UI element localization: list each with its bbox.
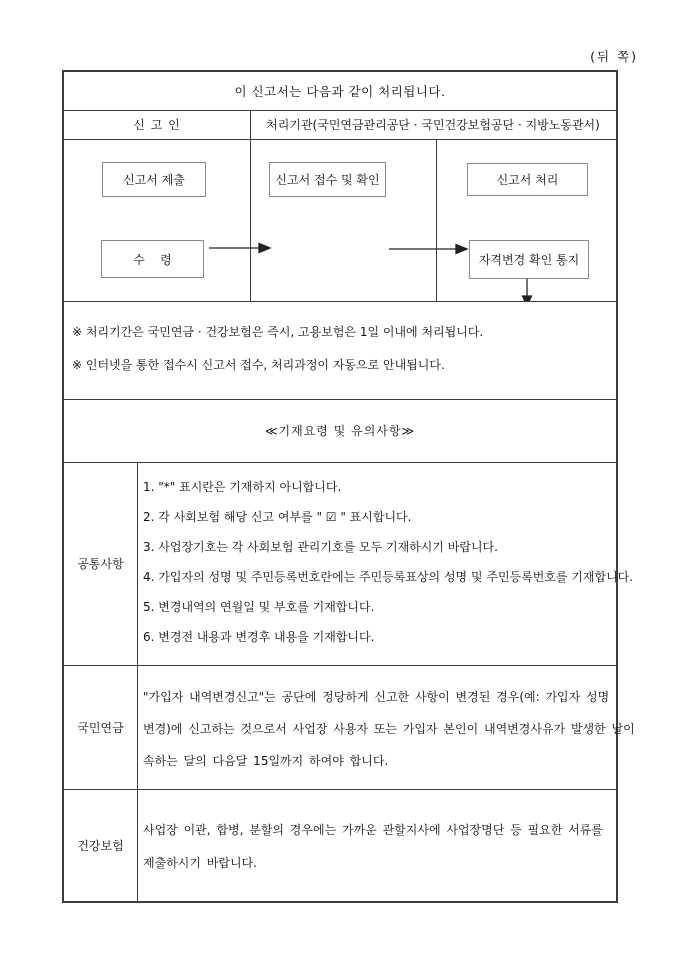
- processing-table: [62, 70, 635, 903]
- common-instruction-line: 5. 변경내역의 연월일 및 부호를 기재합니다.: [143, 600, 375, 614]
- agency-header-cell: 처리기관(국민연금관리공단 · 국민건강보험공단 · 지방노동관서): [266, 118, 600, 132]
- section-body-pension: [143, 681, 635, 777]
- common-instruction-line: 3. 사업장기호는 각 사회보험 관리기호를 모두 기재하시기 바랍니다.: [143, 540, 498, 554]
- common-instruction-line: 1. "*" 표시란은 기재하지 아니합니다.: [143, 480, 342, 494]
- processing-title: 이 신고서는 다음과 같이 처리됩니다.: [234, 84, 446, 99]
- health-instruction-line: 사업장 이관, 합병, 분할의 경우에는 가까운 관할지사에 사업장명단 등 필요한 서류를: [143, 823, 603, 837]
- section-body-health: [143, 814, 614, 880]
- section-label-common: 공통사항: [77, 557, 124, 571]
- section-label-pension: 국민연금: [77, 720, 124, 735]
- table-divider: [137, 462, 138, 901]
- section-body-common: [143, 472, 634, 652]
- arrow-right-icon: [456, 245, 467, 254]
- guide-title: ≪기재요령 및 유의사항≫: [264, 424, 416, 438]
- common-instruction-line: 2. 각 사회보험 해당 신고 여부를 " ☑ " 표시합니다.: [143, 510, 412, 524]
- section-label-health: 건강보험: [77, 838, 124, 853]
- declarant-header-cell: 신 고 인: [133, 118, 181, 132]
- table-divider: [64, 665, 616, 666]
- flow-box-process: 신고서 처리: [467, 163, 588, 196]
- common-instruction-line: 6. 변경전 내용과 변경후 내용을 기재합니다.: [143, 630, 375, 644]
- flow-box-notice: 자격변경 확인 통지: [469, 240, 589, 279]
- arrow-right-icon: [259, 244, 270, 253]
- pension-instruction-line: 속하는 달의 다음달 15일까지 하여야 합니다.: [143, 754, 389, 768]
- pension-instruction-line: "가입자 내역변경신고"는 공단에 정당하게 신고한 사항이 변경된 경우(예: 가입자 성명: [143, 690, 610, 704]
- processing-note-line: ※ 처리기간은 국민연금 · 건강보험은 즉시, 고용보험은 1일 이내에 처리됩니다.: [72, 325, 484, 339]
- common-instruction-line: 4. 가입자의 성명 및 주민등록번호란에는 주민등록표상의 성명 및 주민등록번호를 기재합니다.: [143, 570, 634, 584]
- arrow-down-icon: [523, 296, 532, 301]
- table-divider: [64, 462, 616, 463]
- health-instruction-line: 제출하시기 바랍니다.: [143, 856, 257, 870]
- flow-box-receive: 신고서 접수 및 확인: [269, 162, 386, 197]
- flow-box-submit: 신고서 제출: [102, 162, 206, 197]
- table-divider: [64, 301, 616, 302]
- back-side-label: (뒤 쪽): [590, 49, 638, 64]
- table-divider: [64, 789, 616, 790]
- processing-notes: [72, 316, 612, 382]
- flow-box-receipt: 수 령: [101, 240, 204, 278]
- pension-instruction-line: 변경)에 신고하는 것으로서 사업장 사용자 또는 가입자 본인이 내역변경사유가 발생한 날이: [143, 722, 635, 736]
- processing-note-line: ※ 인터넷을 통한 접수시 신고서 접수, 처리과정이 자동으로 안내됩니다.: [72, 358, 445, 372]
